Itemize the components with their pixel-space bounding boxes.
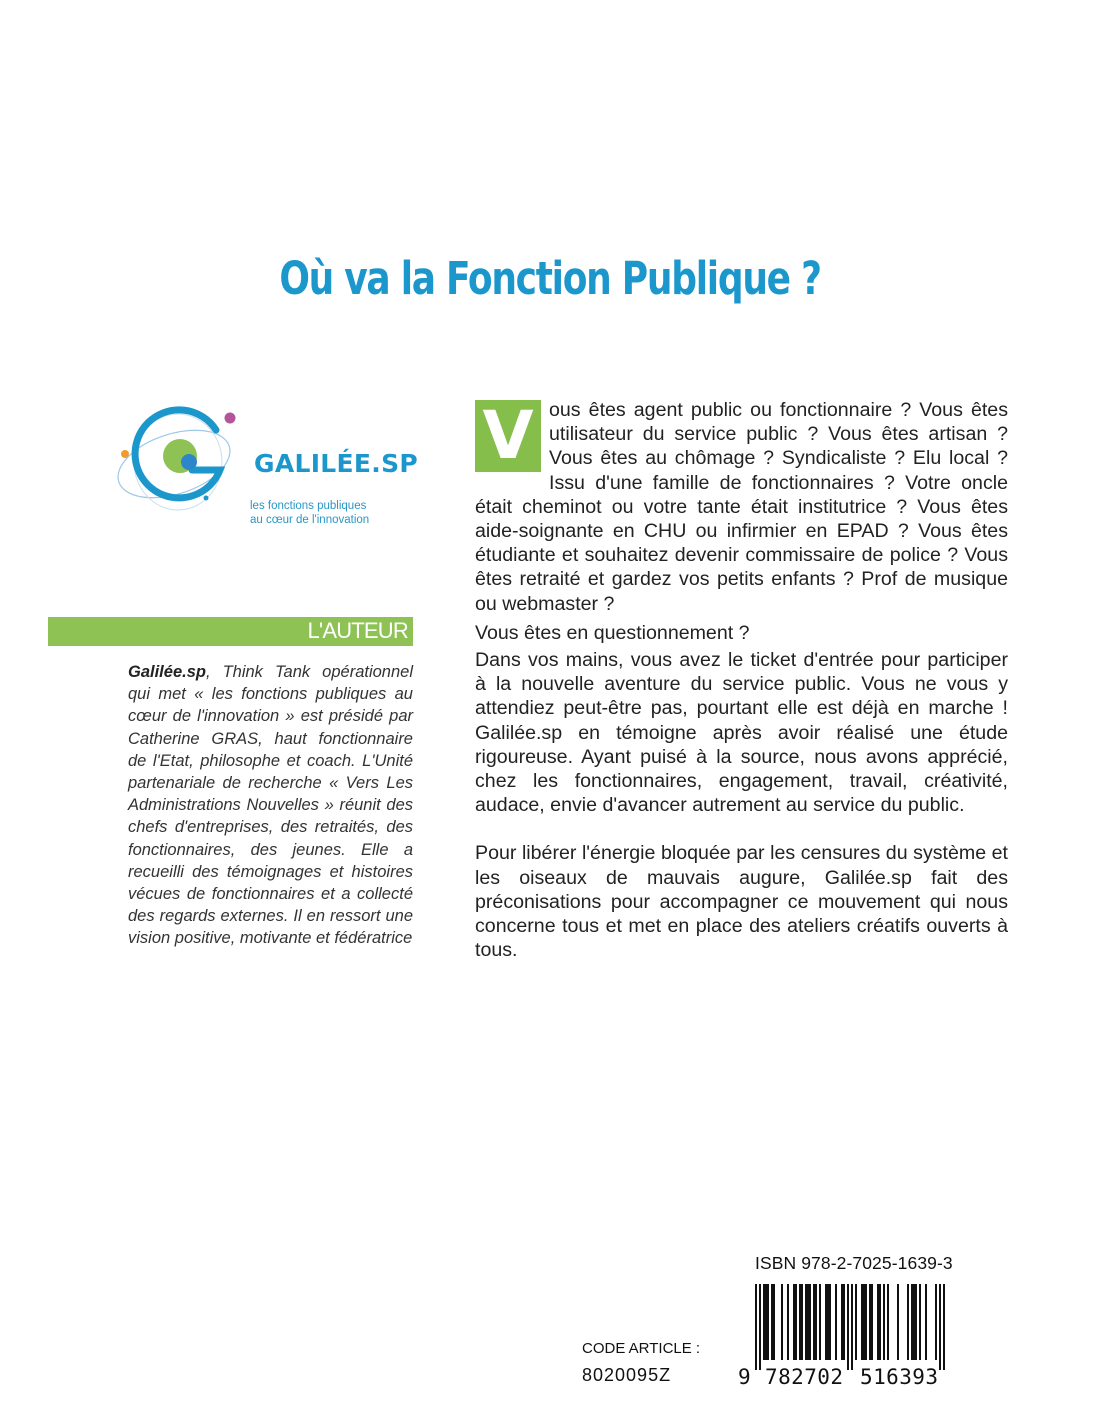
barcode-bar — [809, 1284, 811, 1360]
logo-wordmark: GALILÉE.SP — [254, 449, 419, 478]
barcode-bar — [863, 1284, 865, 1360]
barcode-bar — [829, 1284, 831, 1360]
barcode-bar — [925, 1284, 927, 1360]
barcode-first-digit: 9 — [738, 1365, 751, 1389]
barcode-bar — [807, 1284, 809, 1360]
barcode-bar — [897, 1284, 899, 1360]
barcode-bar — [935, 1284, 937, 1360]
barcode-bars — [755, 1284, 945, 1370]
barcode-bar — [799, 1284, 801, 1360]
barcode-bar — [765, 1284, 767, 1360]
barcode-bar — [915, 1284, 917, 1360]
barcode-bar — [939, 1284, 941, 1370]
author-heading: L'AUTEUR — [307, 618, 408, 643]
barcode-bar — [843, 1284, 845, 1360]
barcode-left-digits: 782702 — [765, 1365, 843, 1389]
barcode-bar — [771, 1284, 773, 1360]
barcode-right-digits: 516393 — [860, 1365, 938, 1389]
author-header-bar — [48, 617, 413, 646]
barcode-bar — [877, 1284, 879, 1360]
barcode-bar — [767, 1284, 769, 1360]
barcode-bar — [851, 1284, 853, 1370]
barcode-bar — [871, 1284, 873, 1360]
drop-cap: V — [475, 400, 541, 472]
barcode-bar — [815, 1284, 817, 1360]
barcode — [735, 1284, 960, 1390]
author-bio-text: , Think Tank opérationnel qui met « les fonctions publiques au cœur de l'innovation » est présidé par Catherine GRAS, haut fonctionnaire de l'Etat, philosophe et coach. L'Unité partenariale de recherche « Vers Les Administrations Nouvelles » réunit des chefs d'entreprises, des retraités, des fonctionnaires, des jeunes. Elle a recueilli des témoignages et histoires vécues de fonctionnaires et a collecté des regards externes. Il en ressort une vision positive, motivante et fédératrice — [128, 663, 413, 948]
code-article-label: CODE ARTICLE : — [582, 1340, 701, 1357]
barcode-bar — [919, 1284, 921, 1360]
barcode-bar — [887, 1284, 889, 1360]
barcode-bar — [773, 1284, 775, 1360]
barcode-bar — [755, 1284, 757, 1370]
author-name: Galilée.sp — [128, 663, 206, 681]
barcode-bar — [825, 1284, 827, 1360]
book-title: Où va la Fonction Publique ? — [279, 252, 821, 305]
barcode-bar — [759, 1284, 761, 1370]
back-cover-text — [475, 398, 1008, 962]
barcode-bar — [763, 1284, 765, 1360]
barcode-bar — [819, 1284, 821, 1360]
barcode-bar — [913, 1284, 915, 1360]
barcode-bar — [801, 1284, 803, 1360]
paragraph-ticket: Dans vos mains, vous avez le ticket d'entrée pour participer à la nouvelle aventure du service public. Vous ne vous y attendiez peut-être pas, pourtant elle est déjà en marche ! Galilée.sp en témoigne après avoir réalisé une étude rigoureuse. Ayant puisé à la source, nous avons apprécié, chez les fonctionnaires, engagement, travail, créativité, audace, envie d'avancer autrement au service du public. — [475, 649, 1008, 817]
barcode-bar — [793, 1284, 795, 1360]
code-article — [582, 1336, 700, 1388]
barcode-bar — [805, 1284, 807, 1360]
barcode-bar — [795, 1284, 797, 1360]
barcode-bar — [855, 1284, 857, 1360]
author-bio — [128, 661, 413, 950]
logo-tagline-line-2: au cœur de l'innovation — [250, 514, 370, 526]
barcode-bar — [827, 1284, 829, 1360]
logo-tagline-line-1: les fonctions publiques — [250, 500, 367, 512]
barcode-bar — [841, 1284, 843, 1360]
barcode-bar — [861, 1284, 863, 1360]
galilee-logo — [112, 404, 432, 534]
barcode-bar — [879, 1284, 881, 1360]
galilee-emblem-icon — [112, 404, 252, 534]
barcode-bar — [911, 1284, 913, 1360]
barcode-bar — [847, 1284, 849, 1370]
barcode-bar — [883, 1284, 885, 1360]
barcode-bar — [835, 1284, 837, 1360]
barcode-bar — [943, 1284, 945, 1370]
paragraph-intro: ous êtes agent public ou fonctionnaire ? Vous êtes utilisateur du service public ? Vous êtes artisan ? Vous êtes au chômage ? Syndicaliste ? Elu local ? Issu d'une famille de fonctionnaires ? Votre oncle était cheminot ou votre tante était institutrice ? Vous êtes aide-soignante en CHU ou infirmier en EPAD ? Vous êtes étudiante et souhaitez devenir commissaire de police ? Vous êtes retraité et gardez vos petits enfants ? Prof de musique ou webmaster ? — [475, 399, 1008, 615]
logo-tagline — [250, 499, 369, 527]
isbn-label: ISBN 978-2-7025-1639-3 — [755, 1253, 953, 1273]
barcode-bar — [781, 1284, 783, 1360]
code-article-value: 8020095Z — [582, 1365, 672, 1385]
barcode-bar — [787, 1284, 789, 1360]
barcode-bar — [907, 1284, 909, 1360]
barcode-bar — [813, 1284, 815, 1360]
barcode-bar — [865, 1284, 867, 1360]
paragraph-question: Vous êtes en questionnement ? — [475, 621, 750, 644]
paragraph-energy: Pour libérer l'énergie bloquée par les censures du système et les oiseaux de mauvais augure, Galilée.sp fait des préconisations pour accompagner ce mouvement qui nous concerne tous et met en place des ateliers créatifs ouverts à tous. — [475, 842, 1008, 962]
barcode-bar — [869, 1284, 871, 1360]
